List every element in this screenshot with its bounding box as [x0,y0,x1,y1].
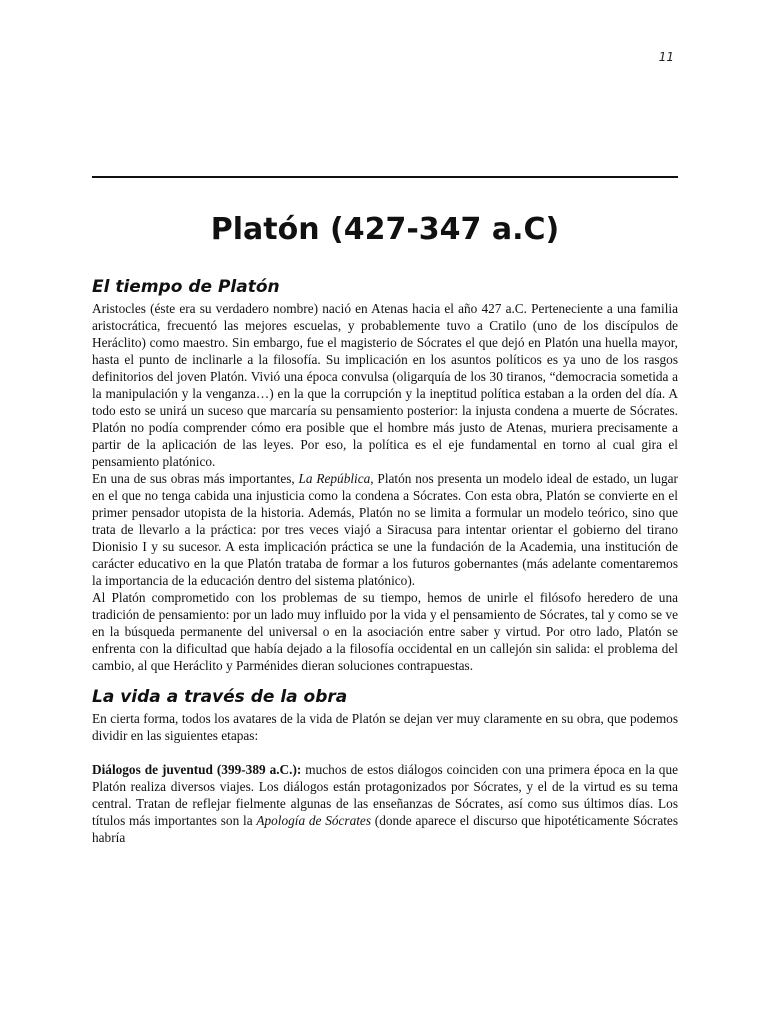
paragraph-stage [92,761,678,846]
section-el-tiempo-de-platon [92,276,678,674]
section-heading: La vida a través de la obra [92,687,348,707]
paragraph-text: , Platón nos presenta un modelo ideal de estado, un lugar en el que no tenga cabida una injusticia como la condena a Sócrates. Con esta obra, Platón se convierte en el primer pensador utopista de la historia. Además, Platón no se limita a formular un modelo teórico, sino que trata de llevarlo a la práctica: por tres veces viajó a Siracusa para intentar orientar el gobierno del tirano Dionisio I y su sucesor. A esta implicación práctica se une la fundación de la Academia, una institución de carácter educativo en la que Platón trataba de formar a los futuros gobernantes (más adelante comentaremos la importancia de la educación dentro del sistema platónico). [92,471,678,588]
chapter-title: Platón (427-347 a.C) [210,212,560,247]
paragraph: Al Platón comprometido con los problemas de su tiempo, hemos de unirle el filósofo heredero de una tradición de pensamiento: por un lado muy influido por la vida y el pensamiento de Sócrates, tal y como se ve en la búsqueda permanente del universal o en la asociación entre saber y virtud. Por otro lado, Platón se enfrenta con la dificultad que había dejado a la filosofía occidental en un callejón sin salida: el problema del cambio, al que Heráclito y Parménides dieran soluciones contrapuestas. [92,590,678,673]
page-content [92,276,678,846]
paragraph: Aristocles (éste era su verdadero nombre) nació en Atenas hacia el año 427 a.C. Perteneciente a una familia aristocrática, frecuentó las mejores escuelas, y probablemente tuvo a Cratilo (uno de los discípulos de Heráclito) como maestro. Sin embargo, fue el magisterio de Sócrates el que dejó en Platón una huella mayor, hasta el punto de inclinarle a la filosofía. Su implicación en los asuntos políticos es ya uno de los rasgos definitorios del joven Platón. Vivió una época convulsa (oligarquía de los 30 tiranos, “democracia sometida a la manipulación y la venganza…) en la que la corrupción y la ineptitud política estaban a la orden del día. A todo esto se unirá un suceso que marcaría su pensamiento posterior: la injusta condena a muerte de Sócrates. Platón no podía comprender cómo era posible que el hombre más justo de Atenas, muriera precisamente a partir de la aplicación de las leyes. Por eso, la política es el eje fundamental en torno al cual gira el pensamiento platónico. [92,301,678,469]
book-title-apologia: Apología de Sócrates [256,813,372,828]
paragraph-text: muchos de estos diálogos coinciden con una primera época en la que Platón realiza diversos viajes. Los diálogos están protagonizados por Sócrates, y el de la virtud es su tema central. Tratan de reflejar fielmente algunas de las enseñanzas de Sócrates, así como sus últimos días. Los títulos más importantes son la [92,762,678,828]
horizontal-rule [92,176,678,178]
paragraph [92,470,678,589]
stage-label: Diálogos de juventud (399-389 a.C.): [92,762,302,777]
section-heading: El tiempo de Platón [92,277,280,297]
paragraph-text: En una de sus obras más importantes, [92,471,299,486]
section-la-vida-a-traves-de-la-obra [92,686,678,846]
paragraph: En cierta forma, todos los avatares de la vida de Platón se dejan ver muy claramente en su obra, que podemos dividir en las siguientes etapas: [92,711,678,743]
paragraph-text: (donde aparece el discurso que hipotéticamente Sócrates habría [92,813,678,845]
page-number: 11 [658,50,674,64]
book-title-la-republica: La República [298,471,371,486]
